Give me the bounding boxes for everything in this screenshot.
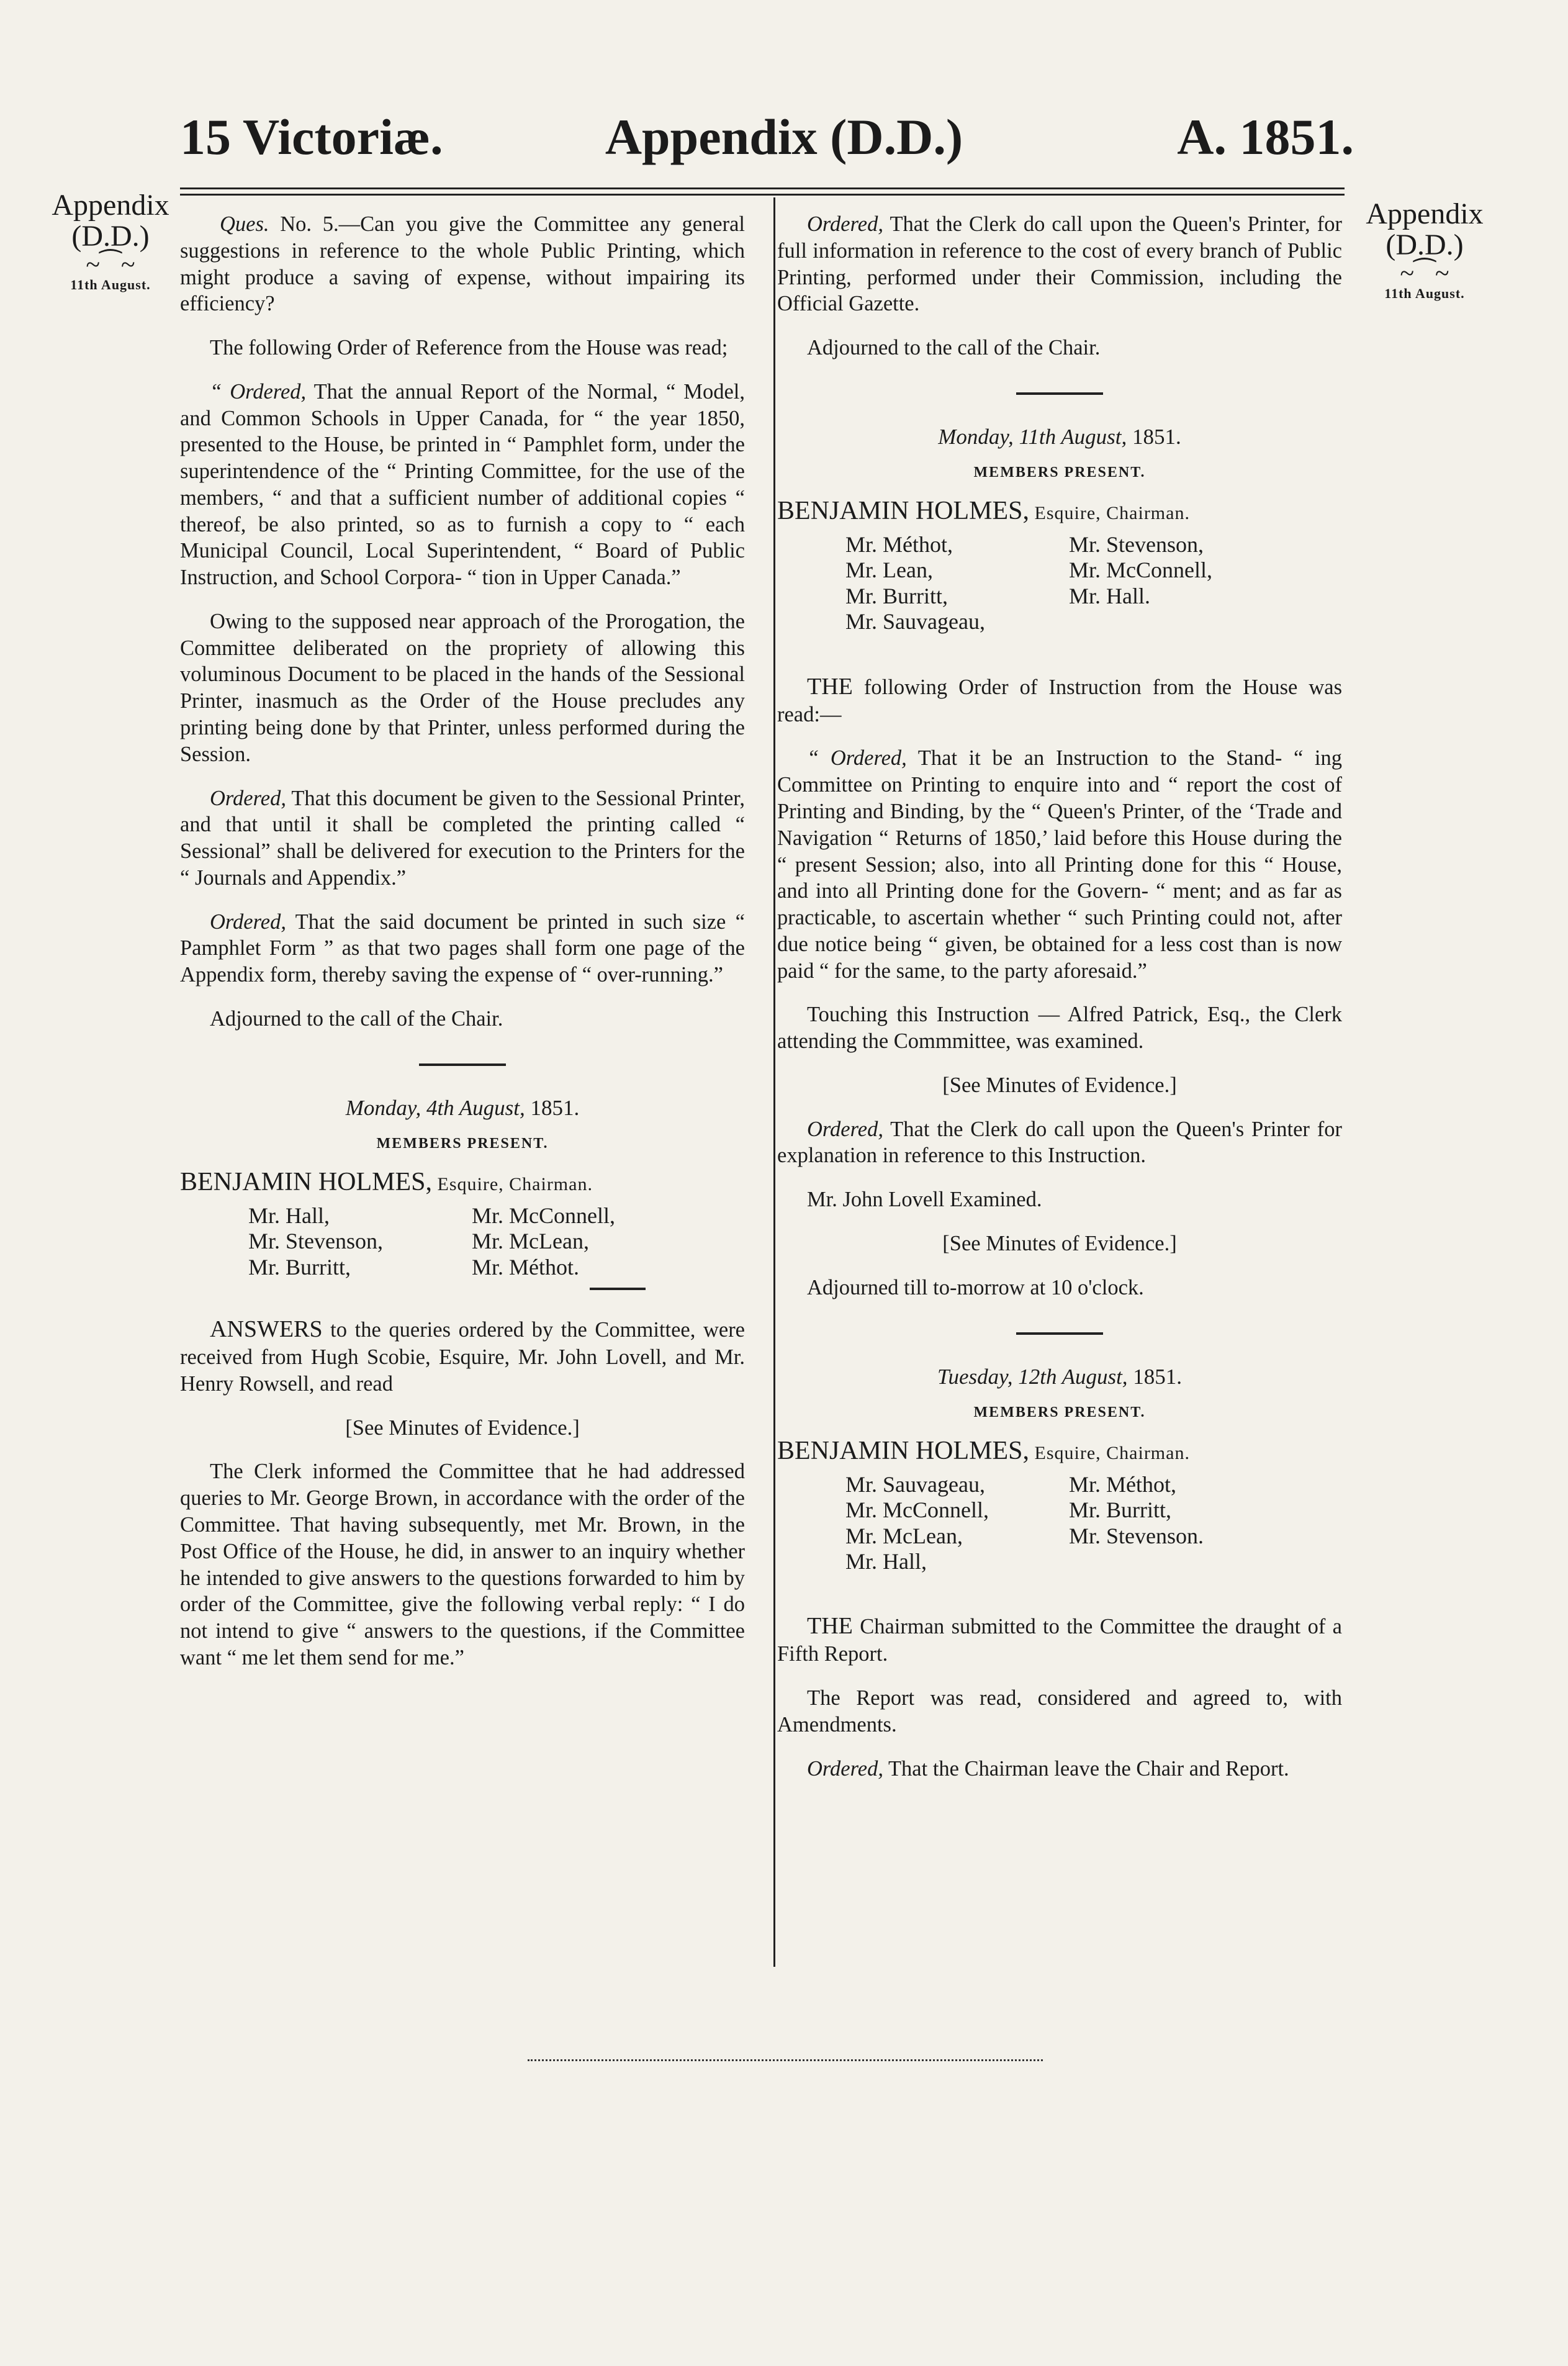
margin-note-left-date: 11th August. [70, 276, 151, 292]
margin-note-right-flourish: ~⁀~ [1400, 259, 1449, 288]
ordered-pamphlet-paragraph [180, 909, 745, 988]
question-text: No. 5.—Can you give the Committee any general suggestions in reference to the whole Public Printing, which might produce a saving of expense, without impairing its efficiency? [180, 212, 745, 316]
member-name: Mr. McConnell, [472, 1203, 615, 1228]
ordered-explanation-paragraph [777, 1116, 1342, 1170]
member-name: Mr. McLean, [845, 1523, 963, 1548]
chairman-submitted-text: Chairman submitted to the Committee the draught of a Fifth Report. [777, 1615, 1342, 1666]
lovell-examined: Mr. John Lovell Examined. [807, 1188, 1042, 1212]
instruction-intro [777, 672, 1342, 728]
margin-note-right-line2: (D.D.) [1386, 228, 1464, 262]
members-list [845, 1472, 1342, 1575]
prorogation-paragraph: Owing to the supposed near approach of the Prorogation, the Committee deliberated on the propriety of allowing this voluminous Document to be placed in the hands of the Sessional Printer, inasmuch as the Order of the House precludes any printing being done by that Printer, unless performed during the Session. [180, 609, 745, 766]
meeting-date-year: 1851. [1127, 1364, 1183, 1389]
member-name: Mr. Burritt, [1069, 1497, 1172, 1523]
chairman-name: BENJAMIN HOLMES, [777, 1436, 1030, 1465]
ordered-label: Ordered, [807, 1117, 883, 1141]
member-name: Mr. Lean, [845, 558, 933, 583]
member-name [1069, 1549, 1292, 1574]
see-minutes: [See Minutes of Evidence.] [942, 1073, 1177, 1097]
margin-note-right [1359, 199, 1490, 302]
chairman-submitted-cap: THE [807, 1613, 853, 1640]
meeting-date-day: Tuesday, 12th August, [937, 1364, 1128, 1389]
member-name: Mr. Stevenson. [1069, 1523, 1204, 1548]
meeting-date-day: Monday, 4th August, [345, 1095, 525, 1120]
ordered-label: Ordered, [210, 786, 286, 810]
meeting-date-year: 1851. [525, 1095, 580, 1120]
chairman-esquire: Esquire, [1029, 1442, 1101, 1463]
chairman-name: BENJAMIN HOLMES, [777, 496, 1030, 525]
touching-paragraph: Touching this Instruction — Alfred Patrick, Esq., the Clerk attending the Commmittee, was examined. [777, 1003, 1342, 1054]
right-column [777, 211, 1342, 1799]
section-separator [590, 1288, 646, 1290]
meeting-date [777, 423, 1342, 450]
adjourned-paragraph: Adjourned till to-morrow at 10 o'clock. [807, 1275, 1144, 1299]
question-label: Ques. [220, 212, 269, 236]
chairman-line [777, 495, 1342, 527]
margin-note-right-date: 11th August. [1384, 285, 1465, 301]
margin-note-left-flourish: ~⁀~ [86, 250, 135, 279]
chairman-name: BENJAMIN HOLMES, [180, 1167, 433, 1196]
members-list [845, 532, 1342, 635]
members-present-heading: MEMBERS PRESENT. [973, 464, 1146, 481]
chairman-esquire: Esquire, [1029, 502, 1101, 523]
margin-note-left-line2: (D.D.) [71, 220, 150, 253]
chairman-line [777, 1435, 1342, 1467]
member-name: Mr. Stevenson, [1069, 532, 1204, 558]
chairman-role: Chairman. [1101, 1442, 1190, 1463]
column-divider [773, 197, 775, 1967]
header-rule-top [180, 187, 1345, 189]
member-name: Mr. Méthot, [1069, 1471, 1177, 1497]
chairman-submitted-paragraph [777, 1612, 1342, 1668]
header-right: A. 1851. [1177, 109, 1354, 165]
ordered-pamphlet-text: That the said document be printed in such size “ Pamphlet Form ” as that two pages shall form one page of the Appendix form, thereby saving the expense of “ over-running.” [180, 910, 745, 987]
member-name: Mr. Sauvageau, [845, 609, 985, 634]
member-name: Mr. Méthot, [845, 532, 953, 558]
adjourned-paragraph: Adjourned to the call of the Chair. [210, 1006, 503, 1031]
meeting-date [180, 1095, 745, 1121]
member-name: Mr. Méthot. [472, 1254, 580, 1280]
section-separator [1016, 392, 1103, 395]
member-name: Mr. McLean, [472, 1229, 589, 1254]
member-name: Mr. Sauvageau, [845, 1471, 985, 1497]
members-list [248, 1203, 745, 1280]
see-minutes: [See Minutes of Evidence.] [942, 1231, 1177, 1255]
answers-text: to the queries ordered by the Committee, were received from Hugh Scobie, Esquire, Mr. John Lovell, and Mr. Henry Rowsell, and read [180, 1318, 745, 1396]
member-name: Mr. McConnell, [1069, 558, 1212, 583]
member-name: Mr. McConnell, [845, 1497, 989, 1523]
member-name: Mr. Stevenson, [248, 1229, 384, 1254]
margin-note-left-line1: Appendix [52, 189, 169, 222]
chairman-role: Chairman. [1101, 502, 1190, 523]
ordered-clerk-paragraph [777, 211, 1342, 317]
instruction-text: That it be an Instruction to the Stand- “ ing Committee on Printing to enquire into and “ report the cost of Printing and Binding, by the “ Queen's Printer, of the ‘Trade and Navigation “ Returns of 1850,’ laid before this House during the “ present Session; also, into all Printing done for this “ House, and into all Printing done for the Govern- “ ment; and as far as practicable, to ascertain whether “ such Printing could not, after due notice being “ given, be obtained for a less cost than is now paid “ for the same, to the party aforesaid.” [777, 746, 1342, 983]
instruction-paragraph [777, 745, 1342, 984]
instruction-cap: THE [807, 673, 853, 700]
ordered-label: Ordered, [807, 1756, 883, 1781]
order-reference-intro: The following Order of Reference from the House was read; [210, 336, 728, 360]
ordered-chair-text: That the Chairman leave the Chair and Report. [883, 1756, 1289, 1781]
question-paragraph [180, 211, 745, 317]
answers-paragraph [180, 1315, 745, 1397]
margin-note-left [48, 190, 173, 293]
adjourned-paragraph: Adjourned to the call of the Chair. [807, 336, 1101, 360]
margin-note-right-line1: Appendix [1366, 197, 1484, 230]
member-name [1069, 609, 1292, 634]
answers-cap: ANSWERS [210, 1316, 323, 1343]
meeting-date-day: Monday, 11th August, [938, 424, 1127, 449]
section-separator [1016, 1332, 1103, 1335]
closing-rule [528, 2059, 1043, 2061]
header-title: Appendix (D.D.) [605, 109, 963, 165]
members-present-heading: MEMBERS PRESENT. [973, 1404, 1146, 1420]
ordered-sessional-paragraph [180, 785, 745, 892]
chairman-line [180, 1166, 745, 1198]
ordered-sessional-text: That this document be given to the Sessional Printer, and that until it shall be completed the printing called “ Sessional” shall be delivered for execution to the Printers for the “ Journals and Appendix.” [180, 786, 745, 890]
member-name: Mr. Hall, [845, 1548, 927, 1574]
member-name: Mr. Burritt, [248, 1254, 351, 1280]
ordered-chair-paragraph [777, 1756, 1342, 1782]
member-name: Mr. Hall, [248, 1203, 330, 1228]
chairman-esquire: Esquire, [432, 1173, 504, 1194]
clerk-paragraph: The Clerk informed the Committee that he had addressed queries to Mr. George Brown, in accordance with the order of the Committee. That having subsequently, met Mr. Brown, in the Post Office of the House, he did, in answer to an inquiry whether he intended to give answers to the questions forwarded to him by order of the Committee, give the following verbal reply: “ I do not intend to give “ answers to the questions, if the Committee want “ me let them send for me.” [180, 1460, 745, 1669]
order-reference-paragraph [180, 379, 745, 591]
members-present-heading: MEMBERS PRESENT. [376, 1136, 549, 1152]
order-reference-text: That the annual Report of the Normal, “ Model, and Common Schools in Upper Canada, for “ the year 1850, presented to the House, be printed in “ Pamphlet form, under the superintendence of the “ Printing Committee, for the use of the members, “ and that a sufficient number of additional copies “ thereof, be also printed, so as to furnish a copy to “ each Municipal Council, Local Superintendent, “ Board of Public Instruction, and School Corpora- “ tion in Upper Canada.” [180, 379, 745, 590]
header-rule-bottom [180, 194, 1345, 196]
chairman-role: Chairman. [503, 1173, 593, 1194]
meeting-date [777, 1363, 1342, 1390]
see-minutes: [See Minutes of Evidence.] [345, 1416, 580, 1440]
section-separator [419, 1063, 506, 1066]
ordered-label: Ordered, [807, 212, 883, 236]
header-left: 15 Victoriæ. [180, 109, 443, 165]
member-name: Mr. Burritt, [845, 583, 948, 608]
ordered-label: “ Ordered, [210, 379, 307, 404]
member-name: Mr. Hall. [1069, 583, 1150, 608]
instruction-intro-text: following Order of Instruction from the House was read:— [777, 675, 1342, 726]
left-column [180, 211, 745, 1689]
ordered-label: “ Ordered, [807, 746, 907, 770]
report-read-paragraph: The Report was read, considered and agreed to, with Amendments. [777, 1686, 1342, 1736]
ordered-clerk-text: That the Clerk do call upon the Queen's Printer, for full information in reference to the cost of every branch of Public Printing, performed under their Commission, including the Official Gazette. [777, 212, 1342, 316]
ordered-label: Ordered, [210, 910, 286, 934]
meeting-date-year: 1851. [1127, 424, 1181, 449]
ordered-explanation-text: That the Clerk do call upon the Queen's Printer for explanation in reference to this Instruction. [777, 1117, 1342, 1168]
